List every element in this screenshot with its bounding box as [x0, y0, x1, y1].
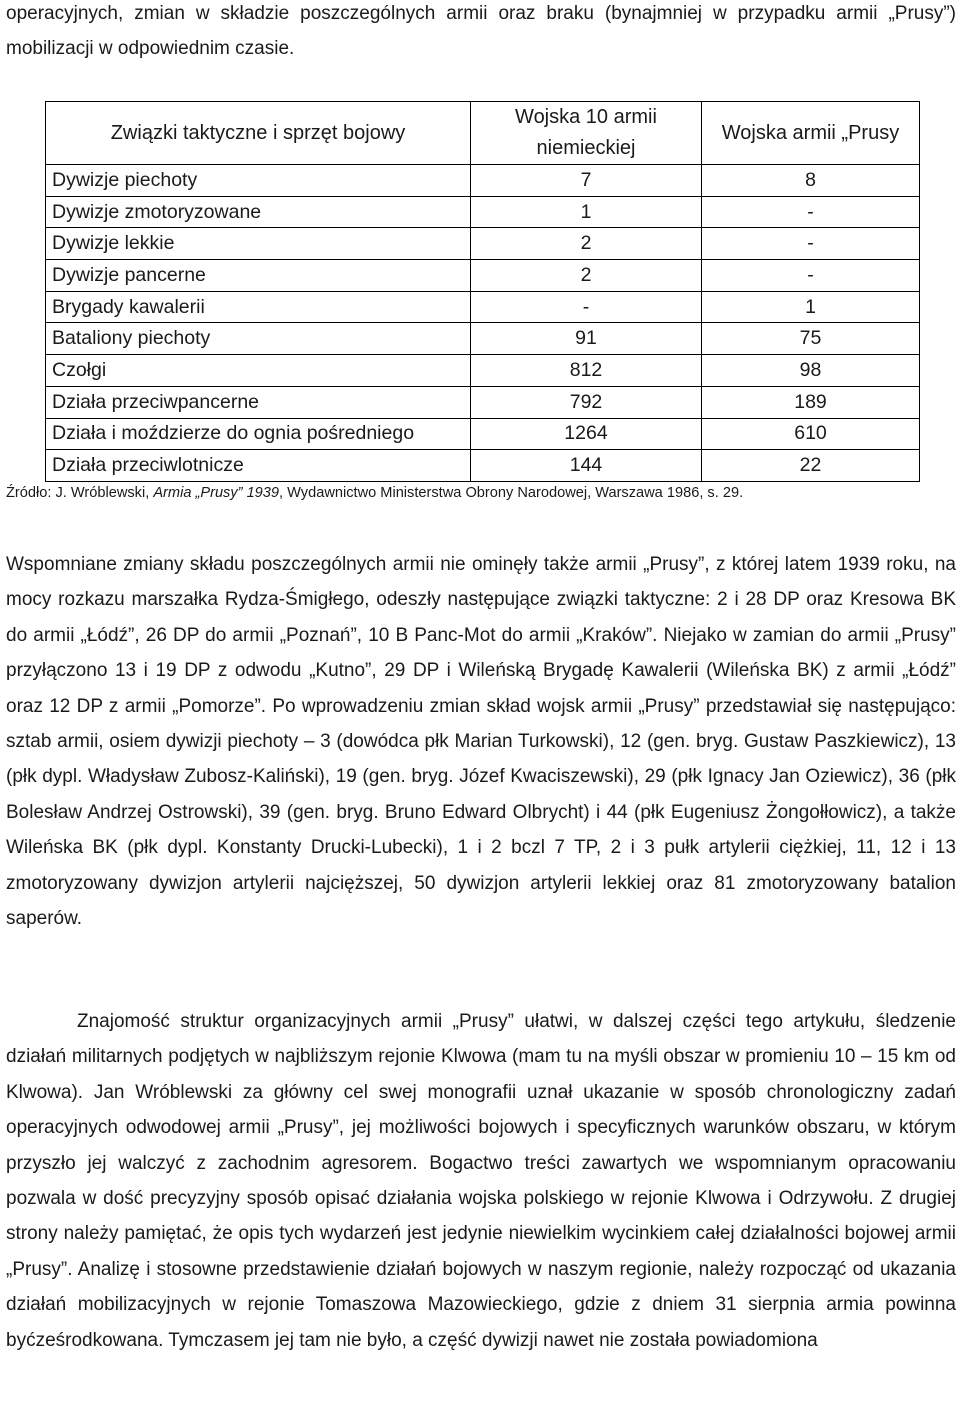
- row-label: Działa przeciwpancerne: [46, 386, 471, 418]
- german-value: 7: [471, 165, 702, 197]
- table-source-note: [6, 483, 956, 503]
- row-label: Dywizje pancerne: [46, 260, 471, 292]
- row-label: Działa i moździerze do ognia pośredniego: [46, 418, 471, 450]
- table-row: [46, 260, 920, 292]
- prusy-value: -: [702, 196, 920, 228]
- row-label: Brygady kawalerii: [46, 291, 471, 323]
- source-prefix: Źródło: J. Wróblewski,: [6, 485, 154, 501]
- header-prusy-army: Wojska armii „Prusy: [702, 102, 920, 165]
- row-label: Czołgi: [46, 355, 471, 387]
- row-label: Dywizje piechoty: [46, 165, 471, 197]
- table-row: [46, 418, 920, 450]
- prusy-value: 22: [702, 450, 920, 482]
- source-title: Armia „Prusy” 1939: [153, 485, 280, 501]
- row-label: Działa przeciwlotnicze: [46, 450, 471, 482]
- prusy-value: 189: [702, 386, 920, 418]
- header-units: Związki taktyczne i sprzęt bojowy: [46, 102, 471, 165]
- source-suffix: , Wydawnictwo Ministerstwa Obrony Narodowej, Warszawa 1986, s. 29.: [279, 485, 744, 501]
- row-label: Dywizje zmotoryzowane: [46, 196, 471, 228]
- table-row: [46, 386, 920, 418]
- row-label: Bataliony piechoty: [46, 323, 471, 355]
- german-value: 812: [471, 355, 702, 387]
- table-row: [46, 196, 920, 228]
- prusy-value: 8: [702, 165, 920, 197]
- table-row: [46, 355, 920, 387]
- german-value: -: [471, 291, 702, 323]
- table-row: [46, 323, 920, 355]
- intro-text: operacyjnych, zmian w składzie poszczególnych armii oraz braku (bynajmniej w przypadku armii „Prusy”) mobilizacji w odpowiednim czasie.: [6, 3, 956, 60]
- table-row: [46, 450, 920, 482]
- prusy-value: 98: [702, 355, 920, 387]
- header-german-10th-army: Wojska 10 armii niemieckiej: [471, 102, 702, 165]
- forces-comparison-table: [45, 101, 920, 482]
- prusy-value: -: [702, 228, 920, 260]
- prusy-value: -: [702, 260, 920, 292]
- prusy-value: 75: [702, 323, 920, 355]
- body-paragraph: Znajomość struktur organizacyjnych armii „Prusy” ułatwi, w dalszej części tego artykułu, śledzenie działań militarnych podjętych w najbliższym rejonie Klwowa (mam tu na myśli obszar w promieniu 10 – 15 km od Klwowa). Jan Wróblewski za główny cel swej monografii uznał ukazanie w sposób chronologiczny zadań operacyjnych odwodowej armii „Prusy”, jej możliwości bojowych i specyficznych warunków obszaru, w którym przyszło jej walczyć z zachodnim agresorem. Bogactwo treści zawartych we wspomnianym opracowaniu pozwala w dość precyzyjny sposób opisać działania wojska polskiego w rejonie Klwowa i Odrzywołu. Z drugiej strony należy pamiętać, że opis tych wydarzeń jest jedynie niewielkim wycinkiem całej działalności bojowej armii „Prusy”. Analizę i stosowne przedstawienie działań bojowych w naszym regionie, należy rozpocząć od ukazania działań mobilizacyjnych w rejonie Tomaszowa Mazowieckiego, gdzie z dniem 31 sierpnia armia powinna byćześrodkowana. Tymczasem jej tam nie było, a część dywizji nawet nie została powiadomiona: [6, 1011, 956, 1351]
- table-header-row: [46, 102, 920, 165]
- body-paragraph: Wspomniane zmiany składu poszczególnych armii nie ominęły także armii „Prusy”, z której latem 1939 roku, na mocy rozkazu marszałka Rydza-Śmigłego, odeszły następujące związki taktyczne: 2 i 28 DP oraz Kresowa BK do armii „Łódź”, 26 DP do armii „Poznań”, 10 B Panc-Mot do armii „Kraków”. Niejako w zamian do armii „Prusy” przyłączono 13 i 19 DP z odwodu „Kutno”, 29 DP i Wileńską Brygadę Kawalerii (Wileńska BK) z armii „Łódź” oraz 12 DP z armii „Pomorze”. Po wprowadzeniu zmian skład wojsk armii „Prusy” przedstawiał się następująco: sztab armii, osiem dywizji piechoty – 3 (dowódca płk Marian Turkowski), 12 (gen. bryg. Gustaw Paszkiewicz), 13 (płk dypl. Władysław Zubosz-Kaliński), 19 (gen. bryg. Józef Kwaciszewski), 29 (płk Ignacy Jan Oziewicz), 36 (płk Bolesław Andrzej Ostrowski), 39 (gen. bryg. Bruno Edward Olbrycht) i 44 (płk Eugeniusz Żongołłowicz), a także Wileńska BK (płk dypl. Konstanty Drucki-Lubecki), 1 i 2 bczl 7 TP, 2 i 3 pułk artylerii ciężkiej, 11, 12 i 13 zmotoryzowany dywizjon artylerii najcięższej, 50 dywizjon artylerii lekkiej oraz 81 zmotoryzowany batalion saperów.: [6, 554, 956, 930]
- german-value: 792: [471, 386, 702, 418]
- prusy-value: 610: [702, 418, 920, 450]
- prusy-value: 1: [702, 291, 920, 323]
- german-value: 2: [471, 260, 702, 292]
- german-value: 1264: [471, 418, 702, 450]
- german-value: 2: [471, 228, 702, 260]
- german-value: 91: [471, 323, 702, 355]
- row-label: Dywizje lekkie: [46, 228, 471, 260]
- table-row: [46, 165, 920, 197]
- table-row: [46, 291, 920, 323]
- german-value: 144: [471, 450, 702, 482]
- german-value: 1: [471, 196, 702, 228]
- table-row: [46, 228, 920, 260]
